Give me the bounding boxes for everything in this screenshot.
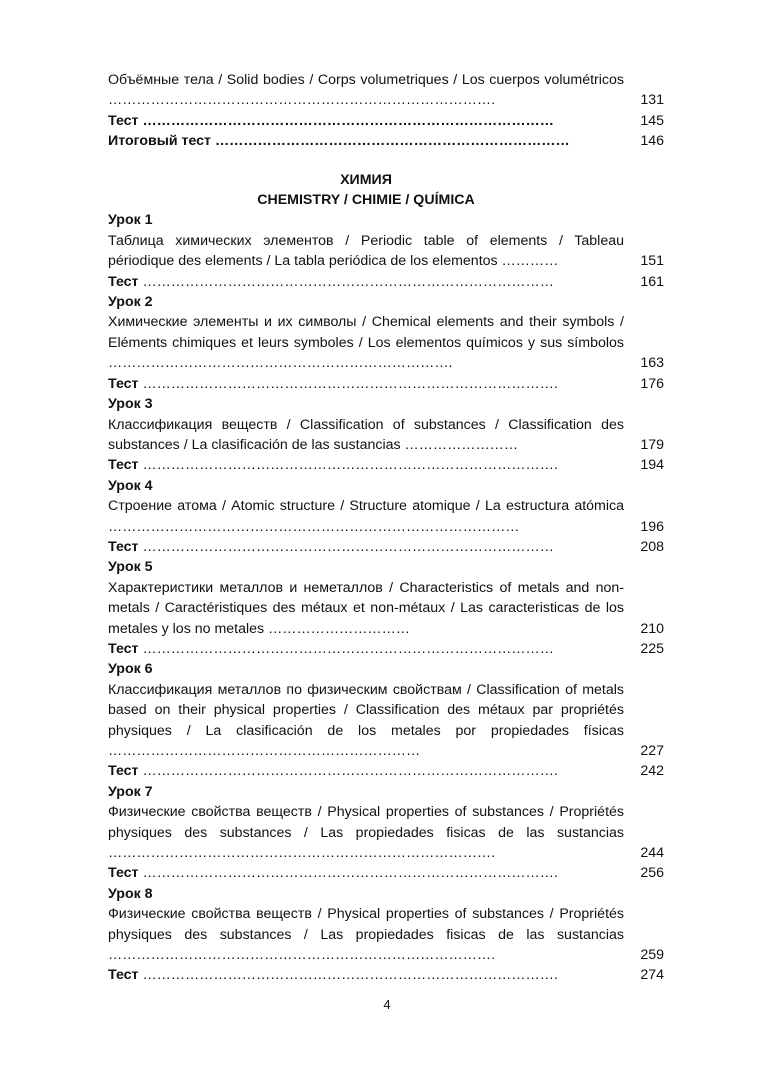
- toc-entry-lesson-test: [108, 965, 664, 985]
- entry-text: [108, 863, 624, 883]
- leader-dots: …………………………………………………………………………….: [142, 865, 558, 882]
- lesson-label: Урок 6: [108, 661, 153, 678]
- entry-text: Строение атома / Atomic structure / Structure atomique / La estructura atómica ……………………………………………………………………………: [108, 498, 624, 535]
- entry-page: 176: [640, 375, 664, 392]
- entry-page: 274: [640, 967, 664, 984]
- entry-page: 225: [640, 640, 664, 657]
- toc-entry-lesson-topic: [108, 312, 664, 373]
- table-of-contents: [108, 70, 664, 986]
- entry-page: 227: [640, 743, 664, 759]
- test-label: Тест: [108, 640, 139, 657]
- leader-dots: …………………………………………………………………………….: [142, 375, 558, 392]
- entry-page: 256: [640, 865, 664, 882]
- entry-text: Физические свойства веществ / Physical properties of substances / Propriétés physiques des substances / Las propiedades fisicas de las sustancias ……………………………………………………………………….: [108, 906, 624, 964]
- toc-entry-lesson-test: [108, 455, 664, 475]
- toc-entry-lesson-topic: [108, 680, 664, 762]
- entry-text: Классификация металлов по физическим свойствам / Classification of metals based on their physical properties / Classification des métaux par propriétés physiques / La clasificación de los metales por propiedades físicas …………………………………………………………: [108, 681, 624, 759]
- toc-entry-lesson-topic: [108, 904, 664, 965]
- toc-entry-lesson-topic: [108, 496, 664, 537]
- lesson-label: Урок 1: [108, 212, 153, 229]
- leader-dots: …………………………………………………………………………….: [142, 457, 558, 474]
- entry-text: Объёмные тела / Solid bodies / Corps volumetriques / Los cuerpos volumétricos ……………………………………………………………………….: [108, 72, 624, 109]
- entry-text: Физические свойства веществ / Physical properties of substances / Propriétés physiques des substances / Las propiedades fisicas de las sustancias ……………………………………………………………………….: [108, 804, 624, 862]
- test-label: Тест: [108, 865, 139, 882]
- entry-page: 161: [640, 273, 664, 290]
- section-subtitle: CHEMISTRY / CHIMIE / QUÍMICA: [257, 192, 475, 209]
- toc-entry-solid-bodies: [108, 70, 664, 111]
- toc-entry-lesson-test: [108, 639, 664, 659]
- entry-text: [108, 639, 624, 659]
- lesson-label: Урок 5: [108, 559, 153, 576]
- test-label: Тест: [108, 273, 139, 290]
- toc-entry-test: [108, 111, 664, 131]
- entry-page: 179: [640, 436, 664, 453]
- toc-entry-lesson-topic: [108, 231, 664, 272]
- leader-dots: ……………………………………………………………………………: [142, 640, 554, 657]
- page-number: 4: [383, 997, 391, 1012]
- lesson-list: [108, 210, 664, 985]
- lesson-label: Урок 3: [108, 396, 153, 413]
- toc-entry-lesson-test: [108, 374, 664, 394]
- entry-page: 242: [640, 763, 664, 780]
- test-label: Тест: [108, 967, 139, 984]
- leader-dots: …………………………………………………………………………….: [142, 763, 558, 780]
- entry-text: [108, 965, 624, 985]
- toc-entry-lesson-topic: [108, 415, 664, 456]
- entry-text: [108, 537, 624, 557]
- lesson-label: Урок 2: [108, 294, 153, 311]
- entry-text: Химические элементы и их символы / Chemical elements and their symbols / Eléments chimiques et leurs symboles / Los elementos químicos y sus símbolos ……………………………………………………………….: [108, 314, 624, 372]
- entry-page: 194: [640, 457, 664, 474]
- leader-dots: ……………………………………………………………………………: [142, 538, 554, 555]
- test-label: Тест: [108, 538, 139, 555]
- toc-entry-lesson-test: [108, 272, 664, 292]
- entry-text: Итоговый тест …………………………………………………………………: [108, 133, 570, 150]
- spacer: [108, 152, 664, 170]
- entry-page: 210: [640, 620, 664, 637]
- leader-dots: ……………………………………………………………………………: [142, 273, 554, 290]
- entry-text: [108, 455, 624, 475]
- entry-page: 259: [640, 947, 664, 964]
- entry-page: 131: [640, 92, 664, 109]
- leader-dots: …………………………………………………………………………….: [142, 967, 558, 984]
- toc-entry-lesson-topic: [108, 578, 664, 639]
- toc-entry-lesson-test: [108, 537, 664, 557]
- lesson-label: Урок 4: [108, 477, 153, 494]
- entry-text: [108, 272, 624, 292]
- toc-entry-lesson-test: [108, 863, 664, 883]
- entry-text: Классификация веществ / Classification of substances / Classification des substances / La clasificación de las sustancias ……………………: [108, 416, 624, 453]
- toc-entry-lesson-test: [108, 761, 664, 781]
- entry-text: Таблица химических элементов / Periodic table of elements / Tableau périodique des elements / La tabla periódica de los elementos …………: [108, 232, 624, 270]
- lesson-label: Урок 7: [108, 783, 153, 800]
- entry-page: 208: [640, 538, 664, 555]
- test-label: Тест: [108, 763, 139, 780]
- entry-text: Тест ……………………………………………………………………………: [108, 112, 554, 129]
- entry-page: 145: [640, 112, 664, 129]
- entry-text: Характеристики металлов и неметаллов / Characteristics of metals and non-metals / Caractéristiques des métaux et non-métaux / Las caracteristicas de los metales y los no metales …………………………: [108, 579, 624, 637]
- entry-page: 163: [640, 355, 664, 372]
- toc-entry-lesson-topic: [108, 802, 664, 863]
- test-label: Тест: [108, 457, 139, 474]
- entry-page: 151: [640, 253, 664, 270]
- test-label: Тест: [108, 375, 139, 392]
- entry-text: [108, 374, 624, 394]
- entry-page: 196: [640, 518, 664, 535]
- toc-entry-final-test: [108, 131, 664, 151]
- lesson-label: Урок 8: [108, 885, 153, 902]
- section-title: ХИМИЯ: [340, 171, 392, 188]
- entry-text: [108, 761, 624, 781]
- entry-page: 244: [640, 845, 664, 862]
- entry-page: 146: [640, 133, 664, 150]
